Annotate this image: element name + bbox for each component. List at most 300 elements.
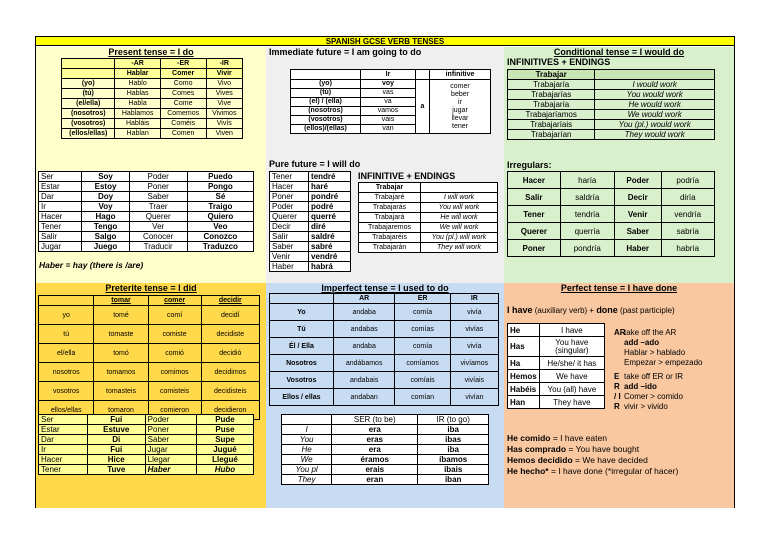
irregular-infinitive: Jugar [39, 242, 82, 252]
preterite-form: tomaron [94, 401, 148, 420]
perfect-example-phrase: Hemos decidido [507, 455, 573, 465]
future-infinitive: Hacer [270, 182, 309, 192]
erir-example: vivir > vivido [624, 402, 668, 411]
perfect-example [507, 444, 678, 455]
pronoun: (yo) [291, 80, 360, 89]
preterite-table [38, 295, 260, 420]
pure-future-irregulars-table [269, 171, 351, 272]
future-translation: We will work [421, 223, 498, 233]
conditional-irr-infinitive: Poder [614, 172, 661, 189]
future-stem-form: haré [309, 182, 351, 192]
present-table [61, 58, 243, 139]
preposition-a: a [416, 80, 430, 134]
erir-participle-rule [614, 372, 730, 412]
perfect-example-meaning: = I have done (*irregular of hacer) [548, 466, 679, 476]
imperfect-form: andabais [333, 372, 395, 389]
preterite-irr-form: Hice [87, 455, 145, 465]
present-example-verb: Vivir [206, 69, 242, 79]
preterite-irr-form: Supe [196, 435, 253, 445]
preterite-form: comieron [148, 401, 201, 420]
future-stem-form: diré [309, 222, 351, 232]
ir-form: vais [361, 116, 415, 125]
present-form: Habláis [115, 119, 160, 129]
formula-done: done [596, 305, 618, 315]
irregular-form: Quiero [187, 212, 253, 222]
future-translation: You will work [421, 203, 498, 213]
future-stem-form: pondré [309, 192, 351, 202]
perfect-example-phrase: He hecho* [507, 466, 549, 476]
irregular-infinitive: Hacer [39, 212, 82, 222]
conditional-tense-panel [504, 47, 734, 283]
preterite-header-cell: tomar [94, 296, 148, 306]
irregular-form: Juego [82, 242, 129, 252]
preterite-irr-form: Di [87, 435, 145, 445]
present-form: Hablamos [115, 109, 160, 119]
imperfect-pronoun: Tú [270, 321, 334, 338]
present-form: Hablan [115, 129, 160, 139]
future-infinitive: Salir [270, 232, 309, 242]
irregular-infinitive: Conocer [129, 232, 187, 242]
preterite-header-cell: decidir [201, 296, 259, 306]
imperfect-header-cell: ER [395, 294, 450, 304]
imperfect-header-cell [270, 294, 334, 304]
irregular-infinitive: Traer [129, 202, 187, 212]
imperfect-pronoun: Vosotros [270, 372, 334, 389]
preterite-irr-form: Puse [196, 425, 253, 435]
preterite-irr-form: Fui [87, 415, 145, 425]
preterite-form: comisteis [148, 382, 201, 401]
haber-translation: He/she/ it has [539, 357, 604, 370]
present-form: Comemos [160, 109, 206, 119]
infinitive-examples [430, 80, 491, 134]
irregular-infinitive: Traducir [129, 242, 187, 252]
perfect-examples [507, 433, 678, 477]
perfect-example-phrase: Has comprado [507, 444, 567, 454]
conditional-translation: I would work [595, 80, 715, 90]
imperfect-irr-form: ibas [418, 435, 489, 445]
future-translation: You (pl.) will work [421, 233, 498, 243]
preterite-form: comió [148, 344, 201, 363]
present-pronoun: (yo) [62, 79, 115, 89]
pronoun: (ellos)/(ellas) [304, 125, 347, 132]
haber-translation: They have [539, 396, 604, 409]
imperfect-irr-subject: I [282, 425, 332, 435]
future-example-verb: Trabajar [359, 183, 421, 193]
ir-form: voy [361, 80, 415, 89]
erir-example: Comer > comido [624, 392, 683, 401]
conditional-form: Trabajaría [508, 80, 595, 90]
haber-translation: We have [539, 370, 604, 383]
present-form: Hablo [115, 79, 160, 89]
formula-have: I have [507, 305, 533, 315]
conditional-irr-infinitive: Poner [508, 240, 561, 257]
preterite-irr-form: Tuve [87, 465, 145, 475]
haber-table [507, 323, 605, 409]
imperfect-form: comía [395, 304, 450, 321]
imperfect-form: vivían [450, 389, 498, 406]
preterite-pronoun: el/ella [39, 344, 94, 363]
present-form: Vivís [206, 119, 242, 129]
future-stem-form: tendré [309, 172, 351, 182]
preterite-irr-form: Pude [196, 415, 253, 425]
preterite-pronoun: ellos/ellas [39, 401, 94, 420]
future-form: Trabajaré [359, 193, 421, 203]
infinitive: beber [451, 90, 469, 98]
present-form: Viven [206, 129, 242, 139]
future-form: Trabajará [359, 213, 421, 223]
conditional-irr-form: haría [560, 172, 614, 189]
preterite-form: decidiste [201, 325, 259, 344]
conditional-irr-form: tendría [560, 206, 614, 223]
imperfect-tense-panel [266, 283, 504, 508]
irregular-form: Pongo [187, 182, 253, 192]
future-infinitive: Poner [270, 192, 309, 202]
future-infinitive: Tener [270, 172, 309, 182]
conditional-form: Trabajarían [508, 130, 595, 140]
imperfect-irr-subject: They [282, 475, 332, 485]
present-form: Vive [206, 99, 242, 109]
imperfect-form: andábamos [333, 355, 395, 372]
haber-form: He [508, 324, 540, 337]
imperfect-irr-form: iban [418, 475, 489, 485]
present-header-cell: -AR [115, 59, 160, 69]
imperfect-irr-header [282, 415, 332, 425]
infinitive-column-header: infinitive [430, 70, 491, 80]
imperfect-pronoun: Ellos / ellas [270, 389, 334, 406]
conditional-heading: Conditional tense = I would do [553, 47, 685, 57]
present-pronoun: (vosotros) [62, 119, 115, 129]
present-tense-panel [36, 47, 266, 283]
haber-note: Haber = hay (there is /are) [39, 260, 144, 270]
haber-form: Han [508, 396, 540, 409]
irregular-form: Sé [187, 192, 253, 202]
haber-translation: I have [539, 324, 604, 337]
imperfect-irr-form: iba [418, 425, 489, 435]
irregular-form: Soy [82, 172, 129, 182]
conditional-irr-form: sabría [661, 223, 714, 240]
pure-future-endings-table [358, 182, 498, 253]
irregular-form: Puedo [187, 172, 253, 182]
infinitive: jugar [452, 106, 468, 114]
imperfect-form: vivíais [450, 372, 498, 389]
sheet-title: SPANISH GCSE VERB TENSES [36, 37, 734, 46]
irregular-form: Tengo [82, 222, 129, 232]
preterite-irr-infinitive: Hacer [39, 455, 88, 465]
preterite-form: comí [148, 306, 201, 325]
conditional-irr-form: habría [661, 240, 714, 257]
irregular-infinitive: Ver [129, 222, 187, 232]
future-endings-heading: INFINITIVE + ENDINGS [358, 171, 456, 181]
imperfect-irr-subject: He [282, 445, 332, 455]
irregular-form: Hago [82, 212, 129, 222]
present-form: Vivo [206, 79, 242, 89]
imperfect-irr-form: era [332, 425, 418, 435]
pure-future-heading: Pure future = I will do [269, 159, 361, 169]
preterite-irr-infinitive: Jugar [145, 445, 196, 455]
present-form: Come [160, 99, 206, 109]
preterite-form: tomasteis [94, 382, 148, 401]
perfect-tense-panel [504, 283, 734, 508]
conditional-irr-infinitive: Tener [508, 206, 561, 223]
preterite-irr-infinitive: Ir [39, 445, 88, 455]
future-stem-form: sabré [309, 242, 351, 252]
imperfect-form: andabas [333, 321, 395, 338]
preterite-irr-form: Fui [87, 445, 145, 455]
imperfect-heading: Imperfect tense = I used to do [321, 283, 449, 293]
imperfect-form: comíais [395, 372, 450, 389]
imperfect-irr-subject: You [282, 435, 332, 445]
conditional-irr-infinitive: Decir [614, 189, 661, 206]
irregular-form: Doy [82, 192, 129, 202]
present-heading: Present tense = I do [108, 47, 194, 57]
conditional-subheading: INFINITIVES + ENDINGS [507, 57, 611, 67]
future-form: Trabajaréis [359, 233, 421, 243]
imperfect-form: vivíamos [450, 355, 498, 372]
imperfect-irr-form: eran [332, 475, 418, 485]
imperfect-form: vivía [450, 338, 498, 355]
irregular-infinitive: Estar [39, 182, 82, 192]
ir-column-header: Ir [361, 70, 416, 80]
irregular-infinitive: Querer [129, 212, 187, 222]
ar-tag: AR [614, 328, 626, 337]
pronoun: (nosotros) [291, 107, 360, 116]
irregular-form: Salgo [82, 232, 129, 242]
preterite-form: decidí [201, 306, 259, 325]
preterite-form: tomó [94, 344, 148, 363]
present-header-cell [62, 59, 115, 69]
future-stem-form: podré [309, 202, 351, 212]
future-infinitive: Querer [270, 212, 309, 222]
present-header-cell: -IR [206, 59, 242, 69]
erir-tag: ER / IR [614, 372, 621, 411]
imperfect-irr-form: erais [332, 465, 418, 475]
infinitive: tener [452, 122, 468, 130]
conditional-irregulars-table [507, 171, 715, 257]
future-stem-form: saldré [309, 232, 351, 242]
preterite-form: decidió [201, 344, 259, 363]
present-pronoun: (ellos/ellas) [62, 129, 115, 139]
erir-rule-line: take off ER or IR [624, 372, 683, 381]
immediate-pronouns [291, 80, 361, 134]
ar-rule-line: add –ado [624, 338, 660, 347]
preterite-irr-form: Estuve [87, 425, 145, 435]
present-header-cell: -ER [160, 59, 206, 69]
preterite-irr-infinitive: Haber [145, 465, 196, 475]
perfect-formula [507, 305, 675, 316]
preterite-pronoun: tú [39, 325, 94, 344]
imperfect-pronoun: Él / Ella [270, 338, 334, 355]
infinitive: comer [450, 82, 470, 90]
preterite-form: comiste [148, 325, 201, 344]
imperfect-irr-subject: We [282, 455, 332, 465]
preterite-form: comimos [148, 363, 201, 382]
imperfect-table [269, 293, 499, 406]
ar-participle-rule [614, 328, 730, 368]
infinitive: ir [458, 98, 462, 106]
imperfect-form: andaba [333, 304, 395, 321]
conditional-irr-form: pondría [560, 240, 614, 257]
infinitive: llevar [451, 114, 469, 122]
verb-tense-sheet [35, 36, 735, 508]
future-translation: They will work [421, 243, 498, 253]
perfect-example-meaning: = I have eaten [550, 433, 607, 443]
future-infinitive: Venir [270, 252, 309, 262]
present-form: Comen [160, 129, 206, 139]
preterite-irr-infinitive: Llegar [145, 455, 196, 465]
conditional-irr-infinitive: Venir [614, 206, 661, 223]
future-stem-form: querré [309, 212, 351, 222]
perfect-example-phrase: He comido [507, 433, 551, 443]
conditional-irr-infinitive: Querer [508, 223, 561, 240]
future-stem-form: habrá [309, 262, 351, 272]
haber-translation: You have (singular) [539, 337, 604, 357]
imperfect-irr-form: éramos [332, 455, 418, 465]
imperfect-form: vivía [450, 304, 498, 321]
immediate-heading: Immediate future = I am going to do [269, 47, 422, 57]
irregular-infinitive: Dar [39, 192, 82, 202]
preterite-pronoun: nosotros [39, 363, 94, 382]
preterite-header-cell: comer [148, 296, 201, 306]
present-pronoun: (tú) [62, 89, 115, 99]
present-pronoun: (nosotros) [62, 109, 115, 119]
conditional-translation: You would work [595, 90, 715, 100]
irregular-infinitive: Saber [129, 192, 187, 202]
ir-forms [361, 80, 416, 134]
irregular-infinitive: Ir [39, 202, 82, 212]
conditional-example-verb: Trabajar [508, 70, 595, 80]
imperfect-header-cell: AR [333, 294, 395, 304]
conditional-irr-form: podría [661, 172, 714, 189]
irregular-form: Voy [82, 202, 129, 212]
imperfect-form: comíamos [395, 355, 450, 372]
pronoun: (vosotros) [291, 116, 360, 125]
imperfect-irr-form: eras [332, 435, 418, 445]
imperfect-form: andaba [333, 338, 395, 355]
conditional-form: Trabajaríais [508, 120, 595, 130]
present-irregulars-table [38, 171, 254, 252]
present-form: Como [160, 79, 206, 89]
future-form: Trabajaremos [359, 223, 421, 233]
irregular-infinitive: Ser [39, 172, 82, 182]
present-form: Coméis [160, 119, 206, 129]
present-form: Vivimos [206, 109, 242, 119]
future-infinitive: Haber [270, 262, 309, 272]
irregular-form: Estoy [82, 182, 129, 192]
future-infinitive: Saber [270, 242, 309, 252]
preterite-header-cell [39, 296, 94, 306]
preterite-heading: Preterite tense = I did [105, 283, 197, 293]
imperfect-pronoun: Nosotros [270, 355, 334, 372]
conditional-translation: They would work [595, 130, 715, 140]
imperfect-irr-header: IR (to go) [418, 415, 489, 425]
erir-rule-line: add –ido [624, 382, 657, 391]
haber-form: Hemos [508, 370, 540, 383]
preterite-irr-infinitive: Dar [39, 435, 88, 445]
present-form: Comes [160, 89, 206, 99]
preterite-irr-infinitive: Estar [39, 425, 88, 435]
preterite-irregulars-table [38, 414, 254, 475]
conditional-endings-table [507, 69, 715, 140]
preterite-pronoun: yo [39, 306, 94, 325]
preterite-form: decidisteis [201, 382, 259, 401]
preterite-irr-infinitive: Saber [145, 435, 196, 445]
formula-pp: (past participle) [617, 306, 675, 315]
perfect-heading: Perfect tense = I have done [560, 283, 678, 293]
pronoun: (tú) [291, 89, 360, 98]
conditional-irr-form: querría [560, 223, 614, 240]
preterite-form: decidimos [201, 363, 259, 382]
imperfect-form: comían [395, 389, 450, 406]
haber-form: Has [508, 337, 540, 357]
conditional-irr-infinitive: Haber [614, 240, 661, 257]
irregular-infinitive: Salir [39, 232, 82, 242]
imperfect-irr-subject: You pl [282, 465, 332, 475]
imperfect-pronoun: Yo [270, 304, 334, 321]
conditional-irr-infinitive: Hacer [508, 172, 561, 189]
imperfect-form: vivías [450, 321, 498, 338]
preterite-irr-form: Hubo [196, 465, 253, 475]
conditional-irr-form: vendría [661, 206, 714, 223]
preterite-irr-form: Jugué [196, 445, 253, 455]
ir-form: va [361, 98, 415, 107]
future-form: Trabajarás [359, 203, 421, 213]
irregular-form: Traduzco [187, 242, 253, 252]
future-form: Trabajarán [359, 243, 421, 253]
irregular-infinitive: Poder [129, 172, 187, 182]
pronoun: (el) / (ella) [291, 98, 360, 107]
perfect-example [507, 433, 678, 444]
conditional-translation: We would work [595, 110, 715, 120]
present-example-verb: Hablar [115, 69, 160, 79]
irregular-form: Veo [187, 222, 253, 232]
preterite-irr-form: Llegué [196, 455, 253, 465]
conditional-form: Trabajarías [508, 90, 595, 100]
haber-translation: You (all) have [539, 383, 604, 396]
conditional-form: Trabajaríamos [508, 110, 595, 120]
preterite-irr-infinitive: Poder [145, 415, 196, 425]
perfect-example [507, 455, 678, 466]
conditional-translation: He would work [595, 100, 715, 110]
imperfect-form: andaban [333, 389, 395, 406]
preterite-form: tomamos [94, 363, 148, 382]
conditional-irregulars-heading: Irregulars: [507, 160, 552, 170]
preterite-form: tomaste [94, 325, 148, 344]
imperfect-irr-form: íbamos [418, 455, 489, 465]
imperfect-irr-form: era [332, 445, 418, 455]
present-pronoun: (el/ella) [62, 99, 115, 109]
ar-rule-line: take off the AR [624, 328, 677, 337]
future-translation: I will work [421, 193, 498, 203]
ir-form: van [382, 125, 394, 132]
future-translation: He will work [421, 213, 498, 223]
imperfect-header-cell: IR [450, 294, 498, 304]
conditional-translation: You (pl.) would work [595, 120, 715, 130]
present-example-verb: Comer [160, 69, 206, 79]
haber-form: Ha [508, 357, 540, 370]
present-form: Vives [206, 89, 242, 99]
preterite-tense-panel [36, 283, 266, 508]
ir-form: vas [361, 89, 415, 98]
conditional-irr-form: saldría [560, 189, 614, 206]
perfect-example-meaning: = You have bought [566, 444, 640, 454]
irregular-form: Conozco [187, 232, 253, 242]
perfect-example [507, 466, 678, 477]
preterite-irr-infinitive: Tener [39, 465, 88, 475]
imperfect-irr-form: ibais [418, 465, 489, 475]
imperfect-irr-form: iba [418, 445, 489, 455]
imperfect-irr-header: SER (to be) [332, 415, 418, 425]
preterite-irr-infinitive: Ser [39, 415, 88, 425]
